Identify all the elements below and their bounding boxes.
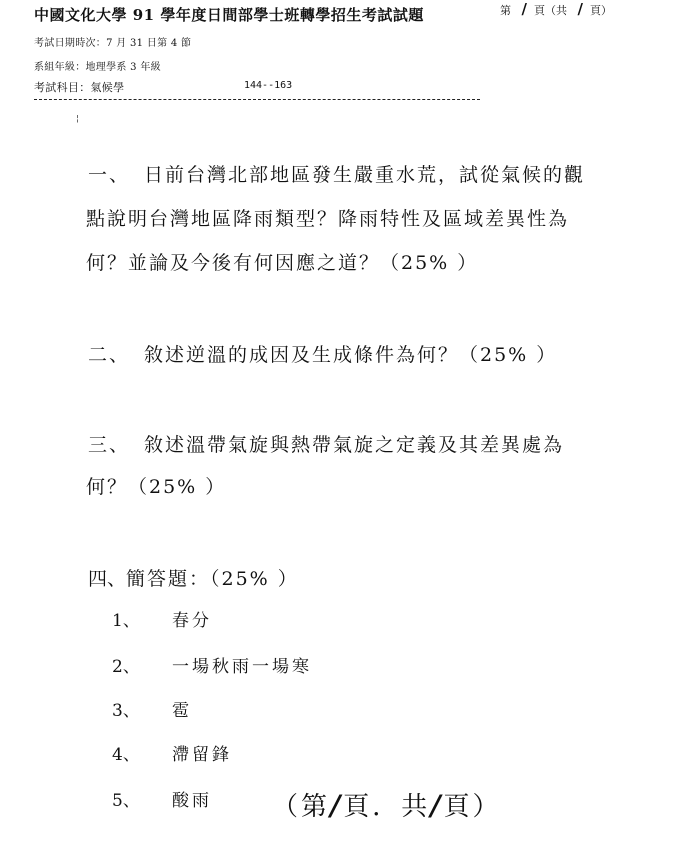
short-answer-5-text: 酸雨 (172, 791, 212, 811)
header-page-mid: 頁（共 (533, 4, 567, 17)
footer-page-close: 頁） (443, 792, 502, 822)
question-3-line-2: 何？（25% ） (86, 476, 227, 498)
scan-mark: ¦ (76, 114, 79, 123)
question-1-line-3: 何？並論及今後有何因應之道？（25% ） (86, 252, 479, 274)
header-title: 中國文化大學 91 學年度日間部學士班轉學招生考試試題 (34, 6, 424, 24)
exam-date: 考試日期時次：7 月 31 日第 4 節 (34, 38, 192, 49)
question-1-line-1: 日前台灣北部地區發生嚴重水荒，試從氣候的觀 (144, 164, 586, 186)
header-page-number: / (521, 0, 527, 18)
header-page-prefix: 第 (500, 4, 511, 17)
footer-page-total: / (430, 789, 444, 822)
footer-page-indicator (272, 786, 502, 823)
footer-page-mid: 頁．共 (343, 792, 431, 822)
question-3-number: 三、 (88, 434, 131, 456)
question-3-line-1: 敘述溫帶氣旋與熱帶氣旋之定義及其差異處為 (144, 434, 565, 456)
question-1-number: 一、 (88, 164, 131, 186)
short-answer-5-number: 5、 (112, 791, 140, 811)
header-divider (34, 99, 480, 100)
question-2-line-1: 敘述逆溫的成因及生成條件為何？（25% ） (144, 344, 558, 366)
exam-code: 144--163 (244, 80, 293, 91)
subject: 考試科目：氣候學 (34, 81, 125, 94)
short-answer-2-text: 一場秋雨一場寒 (172, 657, 312, 677)
footer-page-number: / (330, 789, 344, 822)
short-answer-4-number: 4、 (112, 745, 140, 765)
header-page-indicator (500, 0, 612, 18)
question-1-line-2: 點說明台灣地區降雨類型？降雨特性及區域差異性為 (86, 208, 570, 230)
question-4-number: 四、 (88, 568, 127, 590)
question-4-line-1: 簡答題：（25% ） (126, 568, 299, 590)
short-answer-3-text: 雹 (172, 701, 192, 721)
department: 系組年級：地理學系 3 年級 (34, 62, 161, 73)
short-answer-4-text: 滯留鋒 (172, 745, 232, 765)
short-answer-1-text: 春分 (172, 611, 212, 631)
footer-page-open: （第 (272, 792, 331, 822)
question-2-number: 二、 (88, 344, 131, 366)
short-answer-1-number: 1、 (112, 611, 140, 631)
header-page-total: / (577, 0, 583, 18)
short-answer-2-number: 2、 (112, 657, 140, 677)
short-answer-3-number: 3、 (112, 701, 140, 721)
header-page-suffix: 頁） (589, 4, 612, 17)
